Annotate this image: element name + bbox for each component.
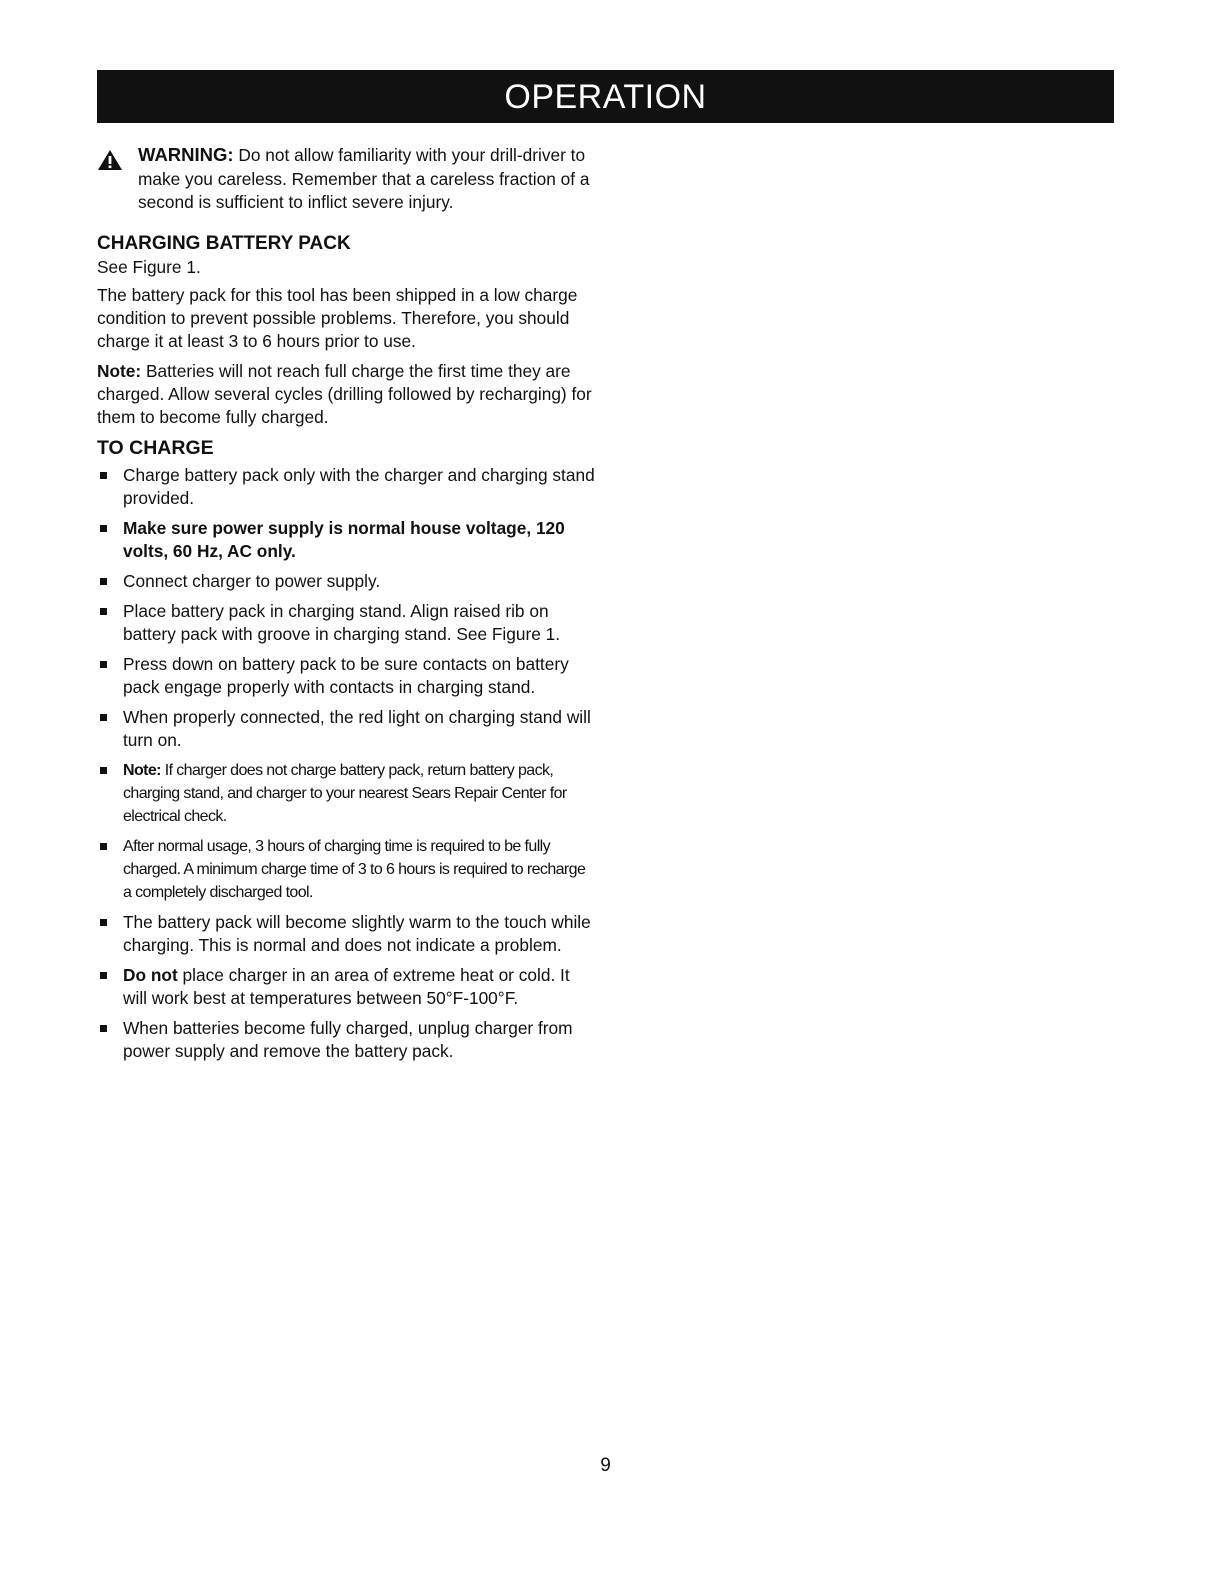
list-item: When batteries become fully charged, unplug charger from power supply and remove the battery pack. [97,1017,597,1063]
note-label: Note: [97,360,142,381]
warning-block [97,143,597,215]
warning-label: WARNING: [138,144,234,165]
square-bullet-icon [100,972,107,979]
warning-text: Do not allow familiarity with your drill-driver to make you careless. Remember that a careless fraction of a second is sufficient to inflict severe injury. [138,145,590,212]
list-item: When properly connected, the red light on charging stand will turn on. [97,706,597,752]
list-item: Press down on battery pack to be sure contacts on battery pack engage properly with contacts in charging stand. [97,653,597,699]
section-header-bar [97,70,1114,123]
square-bullet-icon [100,525,107,532]
page-number: 9 [600,1455,611,1476]
warning-triangle-icon [97,149,123,171]
list-item: Place battery pack in charging stand. Align raised rib on battery pack with groove in charging stand. See Figure 1. [97,600,597,646]
square-bullet-icon [100,714,107,721]
list-item: Note: If charger does not charge battery pack, return battery pack, charging stand, and charger to your nearest Sears Repair Center for electrical check. [97,759,597,828]
list-item: Connect charger to power supply. [97,570,597,593]
charging-paragraph: The battery pack for this tool has been shipped in a low charge condition to prevent possible problems. Therefore, you should charge it at least 3 to 6 hours prior to use. [97,284,578,351]
square-bullet-icon [100,608,107,615]
square-bullet-icon [100,472,107,479]
content-column [97,143,597,1070]
square-bullet-icon [100,919,107,926]
section-title: OPERATION [504,77,707,116]
list-item: Do not place charger in an area of extreme heat or cold. It will work best at temperatures between 50°F-100°F. [97,964,597,1010]
charging-note [97,360,597,429]
list-item: Make sure power supply is normal house voltage, 120 volts, 60 Hz, AC only. [97,517,597,563]
note-text: Batteries will not reach full charge the first time they are charged. Allow several cycles (drilling followed by recharging) for them to become fully charged. [97,360,592,427]
square-bullet-icon [100,843,107,850]
square-bullet-icon [100,767,107,774]
square-bullet-icon [100,578,107,585]
list-item: The battery pack will become slightly warm to the touch while charging. This is normal and does not indicate a problem. [97,911,597,957]
square-bullet-icon [100,1025,107,1032]
to-charge-heading: TO CHARGE [97,436,214,459]
list-item: After normal usage, 3 hours of charging time is required to be fully charged. A minimum charge time of 3 to 6 hours is required to recharge a completely discharged tool. [97,835,597,904]
square-bullet-icon [100,661,107,668]
charging-heading: CHARGING BATTERY PACK [97,232,351,254]
to-charge-list [97,464,597,1063]
list-item: Charge battery pack only with the charger and charging stand provided. [97,464,597,510]
see-figure-reference: See Figure 1. [97,256,201,277]
